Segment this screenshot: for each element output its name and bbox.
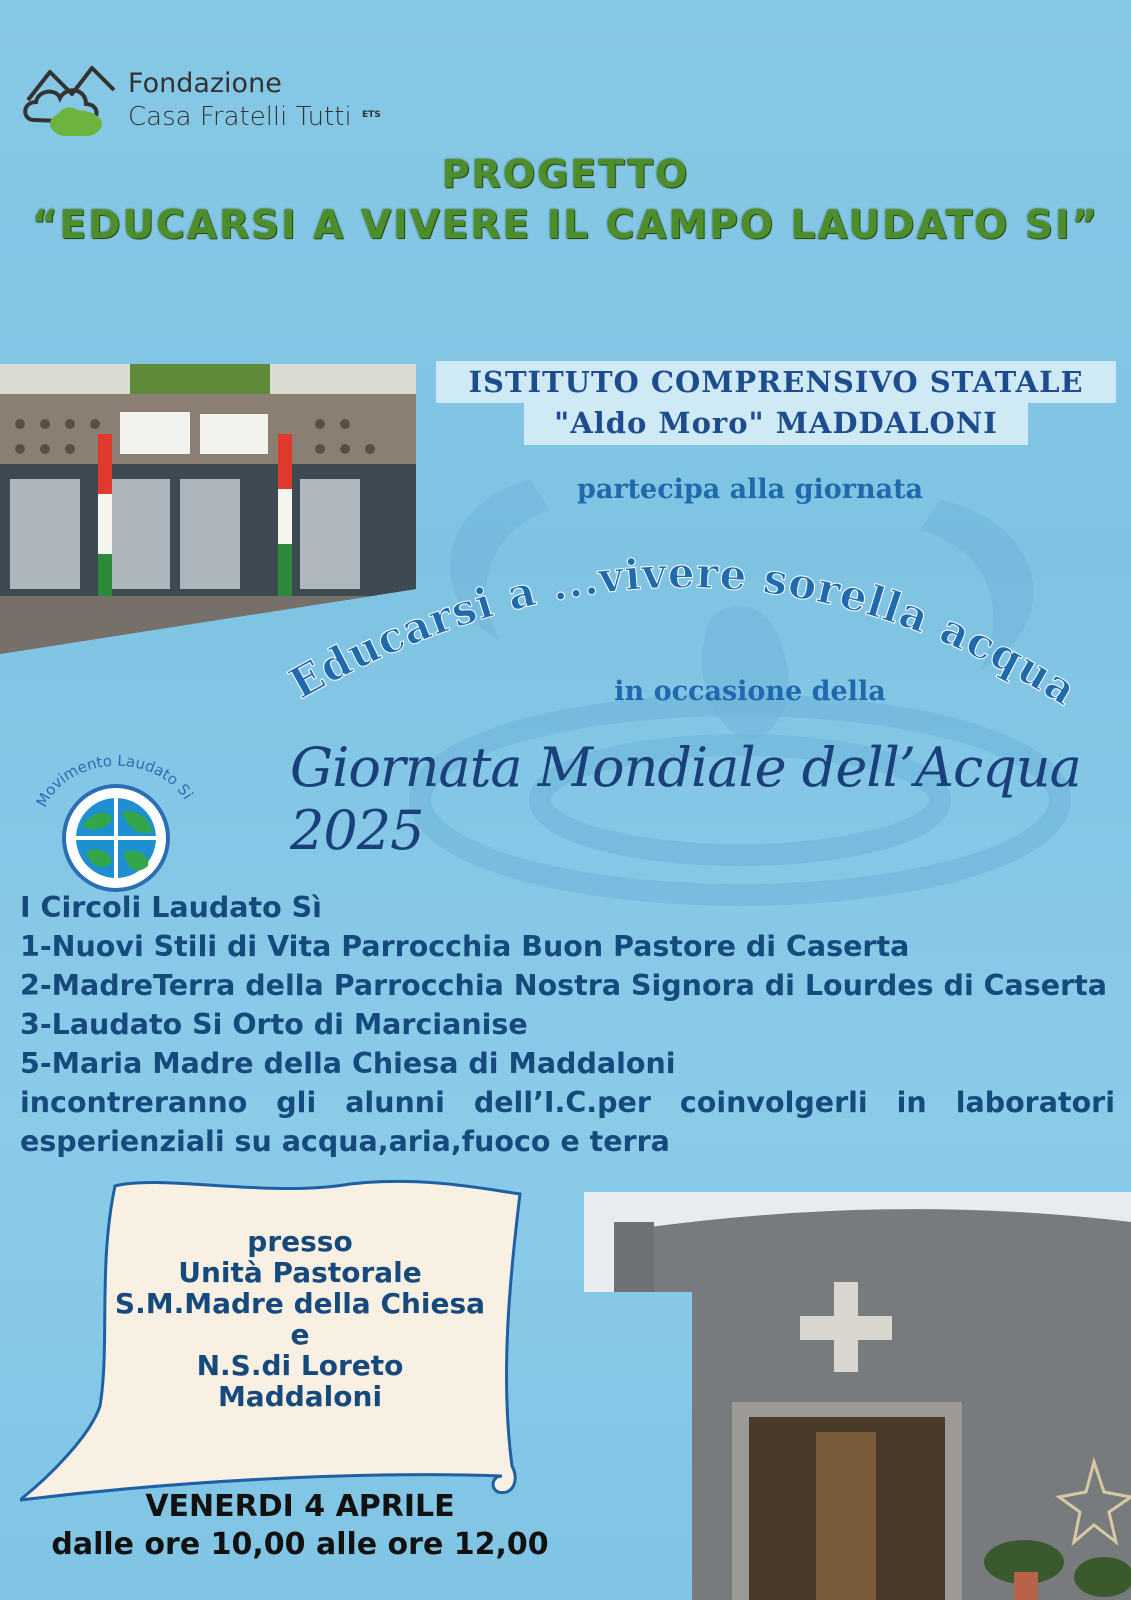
circles-heading: I Circoli Laudato Sì xyxy=(20,891,322,924)
circles-description-line2: esperienziali su acqua,aria,fuoco e terra xyxy=(20,1125,670,1158)
logo-line1: Fondazione xyxy=(128,68,282,99)
church-photo xyxy=(584,1192,1131,1600)
project-title: PROGETTO xyxy=(441,152,690,196)
location-line1: Unità Pastorale xyxy=(178,1256,422,1289)
partecipa-text: partecipa alla giornata xyxy=(576,474,924,505)
location-line2: S.M.Madre della Chiesa xyxy=(114,1287,486,1320)
circles-list xyxy=(20,888,1115,1161)
circle-item: 2-MadreTerra della Parrocchia Nostra Signora di Lourdes di Caserta xyxy=(20,969,1107,1002)
house-cloud-icon xyxy=(20,60,120,136)
circles-description-line1: incontreranno gli alunni dell’I.C.per coinvolgerli in laboratori xyxy=(20,1086,1115,1119)
circle-item: 1-Nuovi Stili di Vita Parrocchia Buon Pastore di Caserta xyxy=(20,930,910,963)
event-time: dalle ore 10,00 alle ore 12,00 xyxy=(51,1527,549,1562)
location-line3: e xyxy=(290,1318,310,1351)
event-date xyxy=(20,1488,580,1564)
location-text xyxy=(100,1226,500,1412)
logo-suffix: ETS xyxy=(362,110,381,120)
fondazione-logo xyxy=(20,60,380,140)
event-day: VENERDI 4 APRILE xyxy=(145,1489,455,1524)
circle-item: 5-Maria Madre della Chiesa di Maddaloni xyxy=(20,1047,676,1080)
arc-title-text: Educarsi a ...vivere sorella acqua xyxy=(281,548,1086,716)
circle-item: 3-Laudato Si Orto di Marcianise xyxy=(20,1008,528,1041)
school-name: "Aldo Moro" MADDALONI xyxy=(524,403,1028,445)
logo-line2: Casa Fratelli Tutti xyxy=(128,102,352,132)
presso-label: presso xyxy=(247,1225,353,1258)
location-line4: N.S.di Loreto xyxy=(196,1349,404,1382)
movimento-laudato-si-logo xyxy=(32,752,202,892)
project-subtitle: “EDUCARSI A VIVERE IL CAMPO LAUDATO SI” xyxy=(31,203,1100,248)
institute-name: ISTITUTO COMPRENSIVO STATALE xyxy=(436,361,1116,403)
location-line5: Maddaloni xyxy=(217,1380,383,1413)
movimento-label: Movimento Laudato Si xyxy=(32,752,197,810)
giornata-title: Giornata Mondiale dell’Acqua 2025 xyxy=(290,736,1081,862)
occasione-text: in occasione della xyxy=(614,676,886,707)
